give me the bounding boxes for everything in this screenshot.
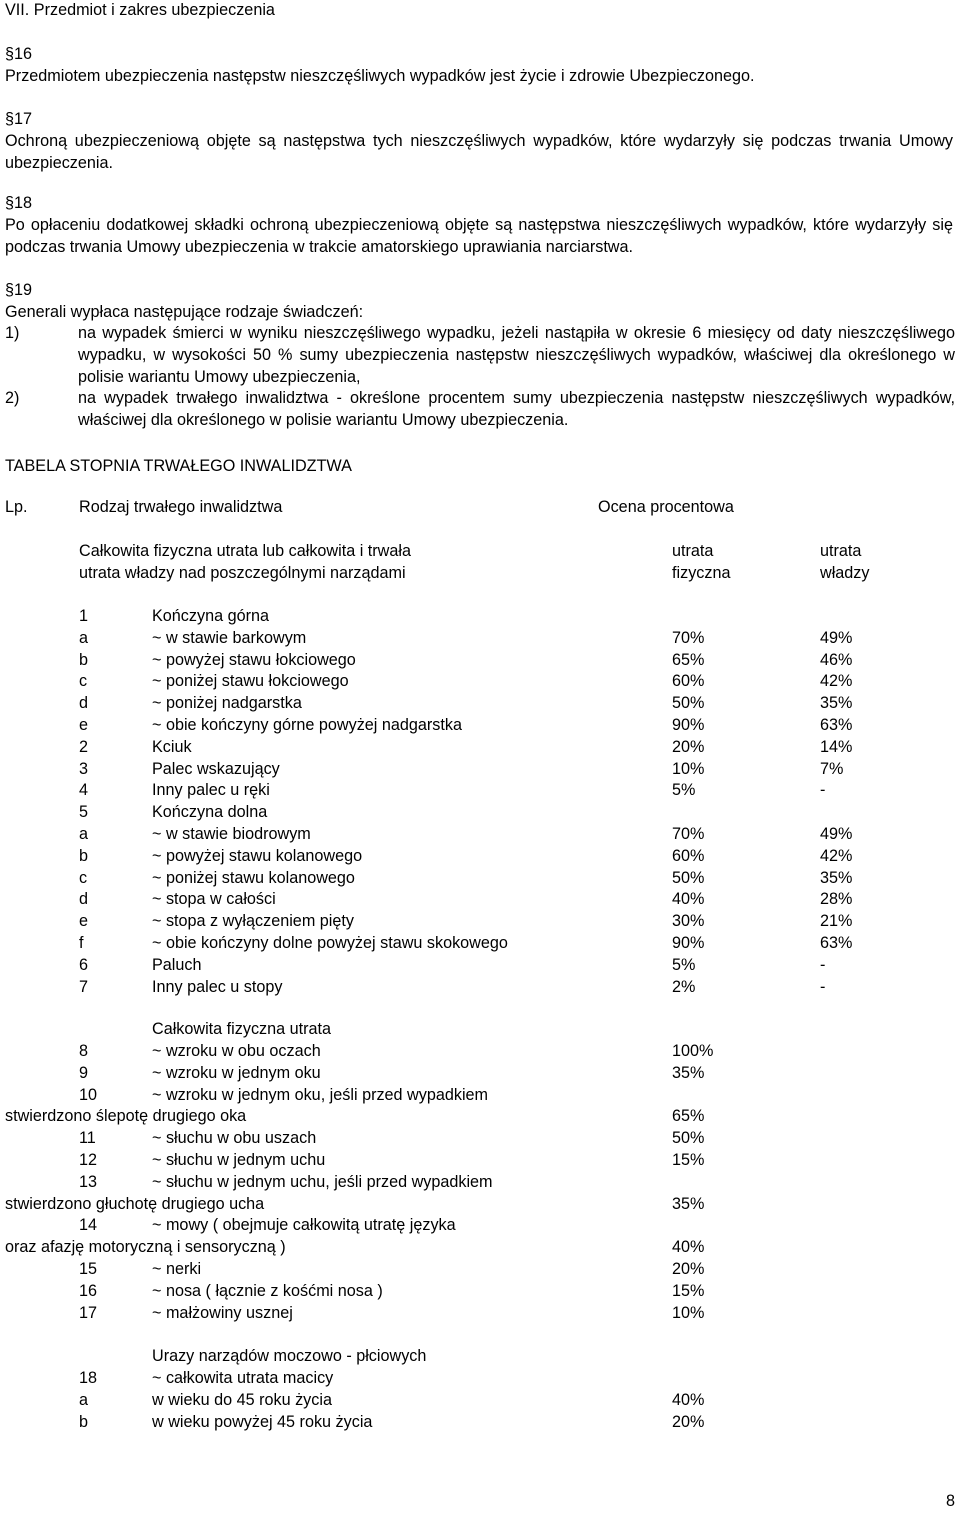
group-title: Urazy narządów moczowo - płciowych	[152, 1347, 427, 1365]
table-header	[0, 497, 960, 519]
row-percent-physical: 40%	[672, 1238, 705, 1257]
row-percent-function: -	[820, 781, 826, 800]
row-lp: 1	[79, 607, 89, 625]
row-percent-physical: 50%	[672, 1129, 705, 1148]
row-description: ~ poniżej nadgarstka	[152, 694, 302, 713]
table-row	[0, 1150, 960, 1172]
row-lp: b	[79, 846, 89, 865]
row-lp: 8	[79, 1042, 89, 1060]
table-row	[0, 1303, 960, 1325]
row-percent-function: 35%	[820, 868, 853, 887]
row-percent-function: 14%	[820, 737, 853, 756]
table-row	[0, 1368, 960, 1390]
table-row	[0, 1128, 960, 1150]
row-percent-physical: 50%	[672, 694, 705, 713]
row-lp: 17	[79, 1303, 98, 1322]
row-percent-physical: 10%	[672, 1303, 705, 1322]
row-percent-physical: 2%	[672, 977, 696, 996]
row-description: ~ nosa ( łącznie z kośćmi nosa )	[152, 1281, 383, 1300]
paragraph-19	[5, 280, 953, 324]
table-row	[0, 737, 960, 759]
list-item-text: na wypadek śmierci w wyniku nieszczęśliwego wypadku, jeżeli nastąpiła w okresie 6 miesięcy od daty nieszczęśliwego wypadku, w wysokości 50 % sumy ubezpieczenia następstw nieszczęśliwych wypadków, właściwej dla określonego w polisie wariantu Umowy ubezpieczenia,	[78, 324, 955, 386]
table-row	[0, 933, 960, 955]
paragraph-number: §19	[5, 281, 33, 299]
table-row	[0, 1237, 960, 1259]
group-title: Całkowita fizyczna utrata	[152, 1020, 332, 1038]
paragraph-17	[5, 109, 953, 174]
paragraph-text: Przedmiotem ubezpieczenia następstw nieszczęśliwych wypadków jest życie i zdrowie Ubezpieczonego.	[5, 66, 755, 85]
list-item	[5, 323, 955, 388]
page-number: 8	[945, 1492, 955, 1510]
row-percent-physical: 10%	[672, 759, 705, 778]
row-percent-physical: 20%	[672, 737, 705, 756]
row-percent-physical: 90%	[672, 934, 705, 952]
row-lp: c	[79, 868, 88, 887]
row-description: ~ słuchu w jednym uchu	[152, 1151, 326, 1169]
row-description: ~ stopa w całości	[152, 890, 276, 909]
paragraph-16	[5, 44, 953, 88]
row-description: oraz afazję motoryczną i sensoryczną )	[5, 1238, 286, 1257]
list-marker: 1)	[5, 324, 20, 342]
row-description: ~ małżowiny usznej	[152, 1303, 293, 1322]
row-percent-physical: 40%	[672, 890, 705, 909]
table-row	[0, 1063, 960, 1085]
row-lp: 16	[79, 1281, 98, 1300]
row-percent-physical: 5%	[672, 955, 696, 974]
row-lp: b	[79, 650, 89, 669]
row-lp: f	[79, 934, 84, 952]
subheader-col2: utrata	[820, 542, 862, 560]
row-description: ~ wzroku w jednym oku, jeśli przed wypadkiem	[152, 1085, 489, 1104]
table-row	[0, 1390, 960, 1412]
row-percent-physical: 100%	[672, 1042, 714, 1060]
table-row	[0, 715, 960, 737]
row-lp: a	[79, 825, 89, 843]
row-description: ~ poniżej stawu łokciowego	[152, 672, 349, 691]
row-percent-physical: 20%	[672, 1260, 705, 1278]
row-lp: a	[79, 1390, 89, 1409]
row-percent-physical: 50%	[672, 868, 705, 887]
subheader-row-1	[0, 541, 960, 563]
row-lp: 11	[79, 1129, 96, 1148]
subheader-col2: władzy	[820, 564, 870, 582]
row-percent-physical: 15%	[672, 1281, 705, 1300]
row-percent-physical: 60%	[672, 846, 705, 865]
row-description: ~ wzroku w obu oczach	[152, 1042, 321, 1060]
row-description: Kończyna dolna	[152, 803, 268, 822]
table-row	[0, 1106, 960, 1128]
row-description: ~ obie kończyny dolne powyżej stawu skokowego	[152, 934, 508, 952]
table-row	[0, 802, 960, 824]
row-lp: e	[79, 912, 89, 931]
table-row	[0, 911, 960, 933]
paragraph-number: §16	[5, 45, 33, 63]
row-lp: 5	[79, 803, 89, 822]
row-description: ~ całkowita utrata macicy	[152, 1369, 334, 1387]
row-description: Inny palec u stopy	[152, 977, 283, 996]
row-percent-function: 7%	[820, 759, 844, 778]
row-percent-physical: 65%	[672, 650, 705, 669]
table-row	[0, 1194, 960, 1216]
row-description: ~ powyżej stawu kolanowego	[152, 846, 363, 865]
row-description: Paluch	[152, 955, 202, 974]
row-percent-physical: 15%	[672, 1151, 705, 1169]
table-row	[0, 868, 960, 890]
paragraph-text: Generali wypłaca następujące rodzaje świadczeń:	[5, 302, 364, 321]
table-row	[0, 846, 960, 868]
row-lp: 7	[79, 977, 89, 996]
row-percent-function: 46%	[820, 650, 853, 669]
row-description: ~ stopa z wyłączeniem pięty	[152, 912, 354, 931]
table-row	[0, 1172, 960, 1194]
row-lp: 9	[79, 1063, 89, 1082]
paragraph-number: §17	[5, 110, 33, 128]
paragraph-number: §18	[5, 194, 33, 212]
table-row	[0, 1412, 960, 1434]
row-description: ~ słuchu w obu uszach	[152, 1129, 317, 1148]
paragraph-text: Ochroną ubezpieczeniową objęte są następstwa tych nieszczęśliwych wypadków, które wydarzyły się podczas trwania Umowy ubezpieczenia.	[5, 131, 953, 172]
row-percent-physical: 35%	[672, 1063, 705, 1082]
subheader-col1: fizyczna	[672, 564, 731, 582]
row-lp: 13	[79, 1172, 98, 1191]
table-row	[0, 759, 960, 781]
row-description: w wieku do 45 roku życia	[152, 1390, 332, 1409]
row-lp: 2	[79, 737, 89, 756]
row-percent-function: -	[820, 955, 826, 974]
row-percent-function: 21%	[820, 912, 853, 931]
row-percent-function: -	[820, 977, 826, 996]
row-lp: 14	[79, 1216, 98, 1235]
table-row	[0, 955, 960, 977]
subheader-text: utrata władzy nad poszczególnymi narządami	[79, 564, 406, 582]
row-lp: b	[79, 1412, 89, 1431]
row-description: stwierdzono ślepotę drugiego oka	[5, 1107, 247, 1126]
header-lp: Lp.	[5, 498, 28, 516]
row-description: ~ powyżej stawu łokciowego	[152, 650, 356, 669]
row-lp: 3	[79, 759, 89, 778]
row-percent-physical: 90%	[672, 716, 705, 734]
table-row	[0, 780, 960, 802]
row-description: ~ poniżej stawu kolanowego	[152, 868, 355, 887]
row-percent-physical: 30%	[672, 912, 705, 931]
table-row	[0, 628, 960, 650]
paragraph-18	[5, 193, 953, 258]
row-description: Kciuk	[152, 737, 192, 756]
row-description: Kończyna górna	[152, 607, 269, 625]
row-percent-physical: 35%	[672, 1194, 705, 1213]
row-lp: c	[79, 672, 88, 691]
row-description: ~ w stawie biodrowym	[152, 825, 311, 843]
row-description: stwierdzono głuchotę drugiego ucha	[5, 1194, 265, 1213]
row-percent-physical: 40%	[672, 1390, 705, 1409]
row-description: ~ mowy ( obejmuje całkowitą utratę języka	[152, 1216, 456, 1235]
row-lp: 10	[79, 1085, 98, 1104]
list-item-text: na wypadek trwałego inwalidztwa - określone procentem sumy ubezpieczenia następstw nieszczęśliwych wypadków, właściwej dla określonego w polisie wariantu Umowy ubezpieczenia.	[78, 389, 955, 430]
row-description: w wieku powyżej 45 roku życia	[152, 1412, 373, 1431]
table-row	[0, 671, 960, 693]
row-percent-physical: 5%	[672, 781, 696, 800]
row-percent-function: 35%	[820, 694, 853, 713]
row-lp: 15	[79, 1260, 98, 1278]
row-percent-function: 28%	[820, 890, 853, 909]
row-lp: d	[79, 694, 89, 713]
table-row	[0, 650, 960, 672]
row-percent-function: 49%	[820, 628, 853, 647]
row-lp: 12	[79, 1151, 98, 1169]
row-description: ~ obie kończyny górne powyżej nadgarstka	[152, 716, 462, 734]
table-row	[0, 977, 960, 999]
row-description: ~ w stawie barkowym	[152, 628, 307, 647]
row-percent-function: 49%	[820, 825, 853, 843]
list-item	[5, 388, 955, 432]
paragraph-text: Po opłaceniu dodatkowej składki ochroną ubezpieczeniową objęte są następstwa nieszczęśliwych wypadków, które wydarzyły się podczas trwania Umowy ubezpieczenia w trakcie amatorskiego uprawiania narciarstwa.	[5, 215, 953, 256]
row-percent-function: 42%	[820, 846, 853, 865]
table-row	[0, 1215, 960, 1237]
table-row	[0, 889, 960, 911]
subheader-row-2	[0, 563, 960, 585]
table-row	[0, 693, 960, 715]
row-lp: 4	[79, 781, 89, 800]
row-lp: 18	[79, 1369, 98, 1387]
subheader-col1: utrata	[672, 542, 714, 560]
row-description: ~ nerki	[152, 1260, 202, 1278]
row-percent-physical: 20%	[672, 1412, 705, 1431]
row-description: ~ słuchu w jednym uchu, jeśli przed wypadkiem	[152, 1172, 493, 1191]
benefits-list	[5, 323, 955, 432]
table-row	[0, 1259, 960, 1281]
table-row	[0, 1085, 960, 1107]
row-percent-physical: 70%	[672, 825, 705, 843]
table-row	[0, 1281, 960, 1303]
row-lp: a	[79, 628, 89, 647]
row-percent-function: 63%	[820, 934, 853, 952]
list-marker: 2)	[5, 389, 20, 408]
row-percent-physical: 60%	[672, 672, 705, 691]
row-description: Palec wskazujący	[152, 759, 280, 778]
row-lp: d	[79, 890, 89, 909]
row-lp: 6	[79, 955, 89, 974]
row-percent-function: 63%	[820, 716, 853, 734]
row-description: Inny palec u ręki	[152, 781, 270, 800]
table-title: TABELA STOPNIA TRWAŁEGO INWALIDZTWA	[5, 457, 352, 475]
row-description: ~ wzroku w jednym oku	[152, 1063, 321, 1082]
row-percent-function: 42%	[820, 672, 853, 691]
table-row	[0, 606, 960, 628]
subheader-text: Całkowita fizyczna utrata lub całkowita i trwała	[79, 542, 411, 560]
header-type: Rodzaj trwałego inwalidztwa	[79, 498, 283, 516]
table-row	[0, 824, 960, 846]
header-rating: Ocena procentowa	[598, 498, 734, 516]
table-row	[0, 1041, 960, 1063]
row-percent-physical: 70%	[672, 628, 705, 647]
row-lp: e	[79, 716, 89, 734]
row-percent-physical: 65%	[672, 1107, 705, 1126]
section-title: VII. Przedmiot i zakres ubezpieczenia	[5, 1, 275, 19]
